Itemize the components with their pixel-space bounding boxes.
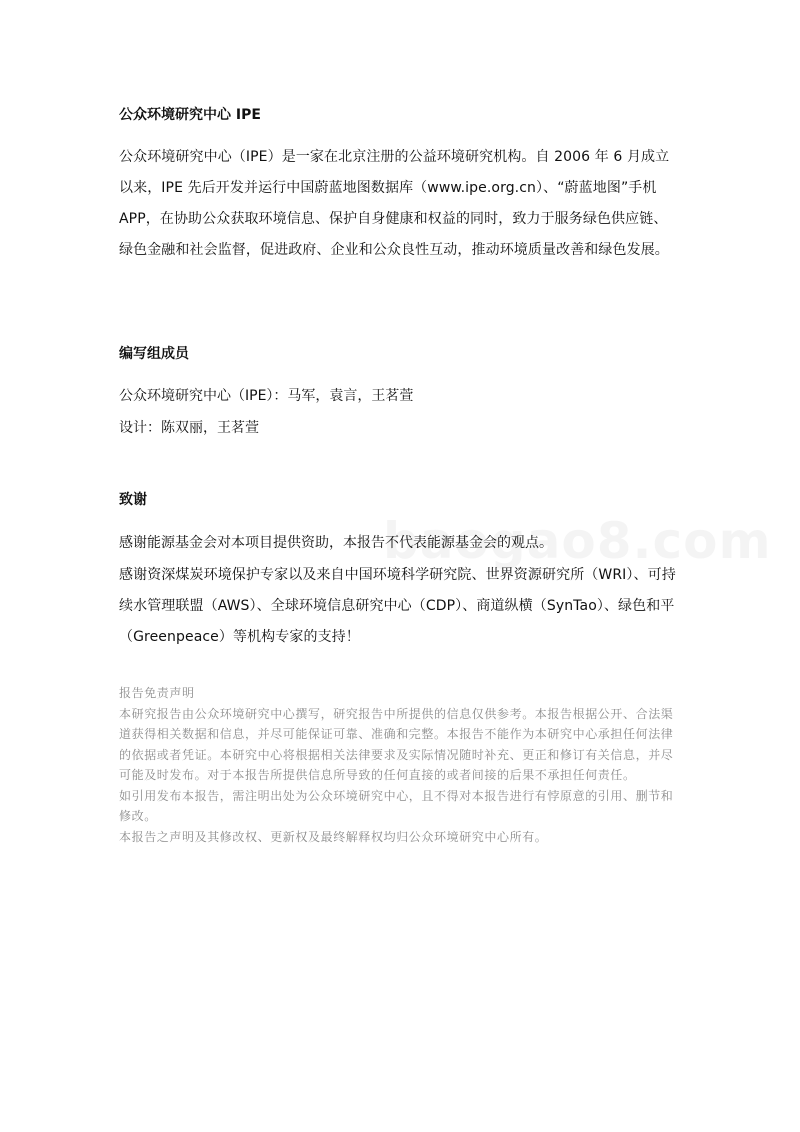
thanks-line-1: 感谢能源基金会对本项目提供资助，本报告不代表能源基金会的观点。 — [119, 535, 553, 551]
authors-members: 公众环境研究中心（IPE）：马军，袁言，王茗萱 — [119, 388, 414, 404]
ipe-section-body: 公众环境研究中心（IPE）是一家在北京注册的公益环境研究机构。自 2006 年 6 月成立以来，IPE 先后开发并运行中国蔚蓝地图数据库（www.ipe.org.cn）、“蔚蓝地图”手机 APP，在协助公众获取环境信息、保护自身健康和权益的同时，致力于服务绿色供应链、绿色金融和社会监督，促进政府、企业和公众良性互动，推动环境质量改善和绿色发展。 — [119, 149, 670, 258]
ipe-section-title: 公众环境研究中心 IPE — [119, 107, 261, 123]
authors-section-title: 编写组成员 — [119, 346, 189, 362]
disclaimer-paragraph-2: 如引用发布本报告，需注明出处为公众环境研究中心，且不得对本报告进行有悖原意的引用、删节和修改。 — [119, 788, 674, 823]
disclaimer-block — [119, 683, 679, 847]
disclaimer-paragraph-3: 本报告之声明及其修改权、更新权及最终解释权均归公众环境研究中心所有。 — [119, 829, 548, 844]
thanks-line-2: 感谢资深煤炭环境保护专家以及来自中国环境科学研究院、世界资源研究所（WRI）、可持续水管理联盟（AWS）、全球环境信息研究中心（CDP）、商道纵横（SynTao）、绿色和平（Greenpeace）等机构专家的支持！ — [119, 567, 676, 645]
disclaimer-paragraph-1: 本研究报告由公众环境研究中心撰写，研究报告中所提供的信息仅供参考。本报告根据公开、合法渠道获得相关数据和信息，并尽可能保证可靠、准确和完整。本报告不能作为本研究中心承担任何法律的依据或者凭证。本研究中心将根据相关法律要求及实际情况随时补充、更正和修订有关信息，并尽可能及时发布。对于本报告所提供信息所导致的任何直接的或者间接的后果不承担任何责任。 — [119, 706, 674, 782]
disclaimer-title: 报告免责声明 — [119, 686, 195, 700]
thanks-section-title: 致谢 — [119, 492, 147, 508]
authors-design: 设计：陈双丽，王茗萱 — [119, 420, 259, 436]
